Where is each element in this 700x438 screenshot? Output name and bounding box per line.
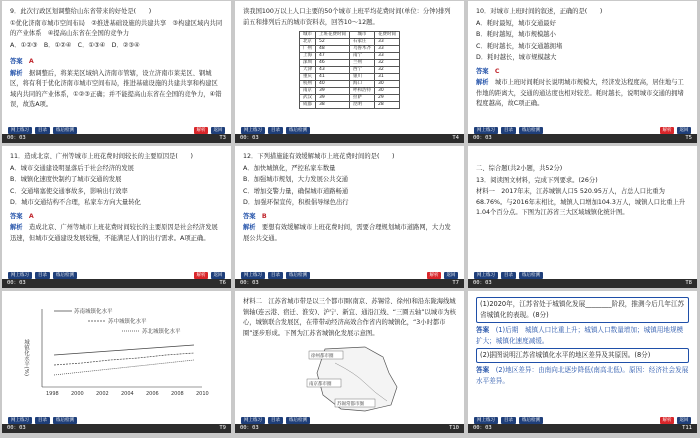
nav-button[interactable]: 网上练习 bbox=[474, 417, 498, 424]
material-text: 材料二 江苏省城市带是以三个都市圈(南京、苏锡常、徐州)和沿东陇海线城镇轴(连云港、宿迁、淮安)、沪宁、新宜、通沿江线、“三圈五轴”以城市为核心，城镇联合发展区，在带带动经济高效合作省内的城镇化，“3小时都市圈”逐步形成。下图为江苏省城镇化发展示意图。 bbox=[243, 298, 456, 337]
slide-page-label: T5 bbox=[685, 135, 692, 141]
x-tick-label: 1998 bbox=[46, 391, 59, 397]
slide-page-label: T3 bbox=[219, 135, 226, 141]
table-cell: 重庆 bbox=[300, 74, 316, 81]
x-tick-label: 2006 bbox=[146, 391, 159, 397]
explain-button[interactable]: 解析 bbox=[660, 127, 674, 134]
x-tick-label: 2004 bbox=[121, 391, 134, 397]
slide-page-label: T9 bbox=[219, 425, 226, 431]
nav-button[interactable]: 网上练习 bbox=[8, 417, 32, 424]
table-cell: 28 bbox=[375, 102, 400, 109]
option-text: B．耗时越短，城市规模越小 bbox=[476, 31, 556, 38]
table-cell: 天津 bbox=[300, 67, 316, 74]
slide-time: 00：03 bbox=[473, 280, 492, 286]
table-cell: 武汉 bbox=[300, 95, 316, 102]
answer-value: C bbox=[494, 67, 500, 75]
nav-button[interactable]: 网上练习 bbox=[241, 272, 265, 279]
return-button[interactable]: 返回 bbox=[211, 127, 225, 134]
x-tick-label: 2000 bbox=[71, 391, 84, 397]
table-row bbox=[300, 74, 400, 81]
table-cell: 西宁 bbox=[350, 67, 375, 74]
nav-button[interactable]: 目录 bbox=[501, 127, 516, 134]
table-row bbox=[300, 81, 400, 88]
table-row bbox=[300, 88, 400, 95]
x-tick-label: 2010 bbox=[196, 391, 209, 397]
legend-3 bbox=[122, 327, 181, 335]
table-cell: 杭州 bbox=[300, 81, 316, 88]
slide-thumbnail-8[interactable] bbox=[235, 291, 464, 433]
legend-2 bbox=[88, 317, 147, 325]
slide-footer bbox=[235, 126, 464, 134]
nav-button[interactable]: 目录 bbox=[268, 127, 283, 134]
option-text: B．加强城市规划，大力发展公共交通 bbox=[243, 176, 349, 183]
return-button[interactable]: 返回 bbox=[677, 417, 691, 424]
table-cell: 广州 bbox=[300, 46, 316, 53]
nav-button[interactable]: 练后检测 bbox=[286, 272, 310, 279]
x-tick-label: 2008 bbox=[171, 391, 184, 397]
slide-time: 00：03 bbox=[473, 135, 492, 141]
legend-label: 苏中城镇化水平 bbox=[108, 319, 147, 325]
answer-label: 答案 bbox=[243, 212, 256, 220]
option-text: A．①②③ B．①②④ C．①③④ D．②③④ bbox=[10, 41, 140, 49]
answer-label: 答案 bbox=[476, 326, 490, 334]
slide-page-label: T4 bbox=[452, 135, 459, 141]
table-cell: 深圳 bbox=[300, 60, 316, 67]
map-label: 南京都市圈 bbox=[309, 382, 332, 387]
explanation-label: 解析 bbox=[243, 224, 256, 231]
explain-button[interactable]: 解析 bbox=[427, 272, 441, 279]
slide-footer bbox=[2, 271, 231, 279]
slide-page-label: T6 bbox=[219, 280, 226, 286]
nav-button[interactable]: 练后检测 bbox=[519, 127, 543, 134]
nav-button[interactable]: 网上练习 bbox=[8, 272, 32, 279]
question-text: 11．造成北京、广州等城市上班花费时间较长的主要原因是( ) bbox=[10, 153, 193, 160]
nav-button[interactable]: 目录 bbox=[501, 417, 516, 424]
nav-button[interactable]: 目录 bbox=[35, 127, 50, 134]
material-text: 材料一 2017年末，江苏城镇人口5 520.95万人，占总人口比重为68.76%。与2016年末相比，城镇人口增加104.3万人，城镇人口比重上升1.04个百分点。下图为江苏省三大区域城镇化统计图。 bbox=[476, 188, 686, 216]
slide-thumbnail-5[interactable] bbox=[235, 146, 464, 288]
nav-button[interactable]: 练后检测 bbox=[53, 417, 77, 424]
explanation-text: 据调整后，将莱芜区域纳入济南市管辖，设立济南市莱芜区、钢城区，将有利于优化济南市城市空间布局，推进基础设施的共建共享和构建区域内共同的产业体系，①②③正确；并不能提高山东省在全国的竞争力，④错误，故选A项。 bbox=[10, 69, 222, 108]
slide-time: 00：03 bbox=[7, 135, 26, 141]
section-heading: 二、综合题(共2小题，共52分) bbox=[476, 165, 563, 172]
slide-footer bbox=[468, 126, 697, 134]
table-cell: 47 bbox=[316, 53, 350, 60]
explanation-label: 解析 bbox=[10, 69, 23, 77]
nav-button[interactable]: 练后检测 bbox=[53, 127, 77, 134]
explanation-label: 解析 bbox=[476, 79, 489, 86]
answer-text: (2)地区差异：由南向北逐步降低(南高北低)。原因：经济社会发展水平差异。 bbox=[476, 366, 689, 385]
nav-button[interactable]: 练后检测 bbox=[53, 272, 77, 279]
slide-thumbnail-2[interactable] bbox=[235, 1, 464, 143]
slide-status-bar bbox=[235, 279, 464, 288]
question-text: (1)2020年，江苏省处于城镇化发展________阶段，推测今后几年江苏省城镇化的表现。(8分) bbox=[480, 300, 685, 319]
slide-footer bbox=[2, 416, 231, 424]
map-label: 苏锡常都市圈 bbox=[337, 402, 364, 407]
slide-thumbnail-4[interactable] bbox=[2, 146, 231, 288]
option-text: ①优化济南市城市空间布局 ②推进基础设施的共建共享 ③构建区域内共同的产业体系 ④提高山东省在全国的竞争力 bbox=[10, 19, 223, 37]
table-row bbox=[300, 102, 400, 109]
table-cell: 46 bbox=[316, 60, 350, 67]
series-line bbox=[54, 345, 194, 355]
nav-button[interactable]: 网上练习 bbox=[474, 127, 498, 134]
slide-status-bar bbox=[2, 424, 231, 433]
nav-button[interactable]: 目录 bbox=[268, 417, 283, 424]
nav-button[interactable]: 目录 bbox=[35, 272, 50, 279]
slide-footer bbox=[2, 126, 231, 134]
table-cell: 海口 bbox=[350, 81, 375, 88]
legend-label: 苏北城镇化水平 bbox=[142, 329, 181, 335]
table-header: 城市 bbox=[350, 32, 375, 39]
table-cell: 40 bbox=[316, 81, 350, 88]
table-header: 上班花费时间 bbox=[316, 32, 350, 39]
explanation-text: 造成北京、广州等城市上班花费时间较长的主要原因是社会经济发展迅速，但城市交通建设发展较慢，不能满足人们的出行需求。A项正确。 bbox=[10, 224, 218, 242]
return-button[interactable]: 返回 bbox=[677, 127, 691, 134]
slide-footer bbox=[235, 416, 464, 424]
nav-button[interactable]: 网上练习 bbox=[241, 127, 265, 134]
question-text: 10．对城市上班时间的叙述，正确的是( ) bbox=[476, 8, 603, 15]
table-cell: 呼和浩特 bbox=[350, 88, 375, 95]
option-text: D．城市交通结构不合理，私家车方向大量转化 bbox=[10, 199, 141, 206]
legend-1 bbox=[54, 307, 113, 315]
answer-text: (1)后期 城镇人口比重上升；城镇人口数量增加；城镇用地规模扩大；城镇化速度减缓。 bbox=[476, 326, 684, 345]
slide-status-bar bbox=[2, 279, 231, 288]
option-text: D．加强环保宣传，积极倡导绿色出行 bbox=[243, 199, 349, 206]
nav-button[interactable]: 练后检测 bbox=[286, 417, 310, 424]
answer-label: 答案 bbox=[10, 212, 23, 220]
slide-status-bar bbox=[2, 134, 231, 143]
question-text: 13．阅读图文材料，完成下列要求。(26分) bbox=[476, 176, 598, 184]
urbanization-chart bbox=[12, 295, 212, 407]
nav-button[interactable]: 练后检测 bbox=[519, 272, 543, 279]
table-cell: 31 bbox=[375, 74, 400, 81]
question-text: (2)据图说明江苏省城镇化水平的地区差异及其原因。(8分) bbox=[480, 351, 651, 359]
table-cell: 39 bbox=[316, 88, 350, 95]
x-tick-label: 2002 bbox=[96, 391, 109, 397]
answer-value: A bbox=[28, 212, 34, 220]
jiangsu-map bbox=[305, 343, 405, 415]
table-cell: 38 bbox=[316, 102, 350, 109]
slide-page-label: T11 bbox=[682, 425, 692, 431]
table-cell: 30 bbox=[375, 88, 400, 95]
option-text: D．耗时越长，城市规模越大 bbox=[476, 54, 557, 61]
answer-value: A bbox=[28, 58, 34, 65]
slide-footer bbox=[468, 416, 697, 424]
explain-button[interactable]: 解析 bbox=[660, 417, 674, 424]
table-cell: 32 bbox=[375, 60, 400, 67]
nav-button[interactable]: 网上练习 bbox=[8, 127, 32, 134]
table-cell: 成都 bbox=[300, 102, 316, 109]
option-text: A．城市交通建设明显落后于社会经济的发展 bbox=[10, 164, 134, 172]
return-button[interactable]: 返回 bbox=[211, 272, 225, 279]
slide-status-bar bbox=[468, 279, 697, 288]
answer-label: 答案 bbox=[476, 67, 489, 75]
slide-thumbnail-7[interactable] bbox=[2, 291, 231, 433]
nav-button[interactable]: 网上练习 bbox=[241, 417, 265, 424]
answer-label: 答案 bbox=[10, 58, 23, 65]
nav-button[interactable]: 目录 bbox=[501, 272, 516, 279]
slide-thumbnail-9[interactable] bbox=[468, 291, 697, 433]
explanation-text: 城市上班时间耗时长说明城市规模大，经济发达程度高，居住地与工作地的距离大，交通的通达度也相对较差。耗时越长，说明城市交通的拥堵程度越高，故C项正确。 bbox=[476, 79, 684, 107]
table-cell: 52 bbox=[316, 39, 350, 46]
explanation-label: 解析 bbox=[10, 224, 23, 231]
map-label: 徐州都市圈 bbox=[311, 354, 334, 359]
table-cell: 48 bbox=[316, 46, 350, 53]
table-row bbox=[300, 95, 400, 102]
series-line bbox=[54, 353, 194, 365]
legend-label: 苏南城镇化水平 bbox=[74, 309, 113, 315]
nav-button[interactable]: 目录 bbox=[268, 272, 283, 279]
table-cell: 昆明 bbox=[350, 102, 375, 109]
nav-button[interactable]: 练后检测 bbox=[286, 127, 310, 134]
option-text: C．耗时越长，城市交通越拥堵 bbox=[476, 42, 563, 50]
table-cell: 33 bbox=[375, 46, 400, 53]
table-cell: 41 bbox=[316, 74, 350, 81]
table-header: 城市 bbox=[300, 32, 316, 39]
intro-text: 读我国100万以上人口主要的50个城市上班平均花费时间(单位：分钟)排列前五和排列后五的城市资料表，回答10～12题。 bbox=[243, 8, 451, 26]
table-cell: 33 bbox=[375, 53, 400, 60]
table-cell: 石家庄 bbox=[350, 39, 375, 46]
table-header: 花费时间 bbox=[375, 32, 400, 39]
slide-time: 00：03 bbox=[7, 425, 26, 431]
table-cell: 北京 bbox=[300, 39, 316, 46]
table-cell: 39 bbox=[316, 95, 350, 102]
table-cell: 33 bbox=[375, 39, 400, 46]
option-text: C．增加交警力量，确保城市道路畅通 bbox=[243, 187, 349, 195]
slide-thumbnail-3[interactable] bbox=[468, 1, 697, 143]
slide-page-label: T8 bbox=[685, 280, 692, 286]
table-cell: 南京 bbox=[300, 88, 316, 95]
slide-thumbnail-6[interactable] bbox=[468, 146, 697, 288]
table-cell: 43 bbox=[316, 67, 350, 74]
explanation-text: 要想有效缓解城市上班花费时间，需要合理规划城市道路网，大力发展公共交通。 bbox=[243, 224, 451, 242]
nav-button[interactable]: 练后检测 bbox=[519, 417, 543, 424]
slide-footer bbox=[235, 271, 464, 279]
series-line bbox=[54, 360, 194, 375]
table-row bbox=[300, 53, 400, 60]
explain-button[interactable]: 解析 bbox=[194, 127, 208, 134]
question-text: 9．此次行政区划调整给山东省带来的好处是( ) bbox=[10, 8, 152, 15]
option-text: A．耗时最短，城市交通最好 bbox=[476, 19, 556, 27]
slide-page-label: T7 bbox=[452, 280, 459, 286]
question-box bbox=[476, 297, 689, 323]
slide-footer bbox=[468, 271, 697, 279]
table-cell: 拉萨 bbox=[350, 95, 375, 102]
slide-page-label: T10 bbox=[449, 425, 459, 431]
table-cell: 南宁 bbox=[350, 53, 375, 60]
slide-status-bar bbox=[468, 424, 697, 433]
table-cell: 29 bbox=[375, 95, 400, 102]
slide-time: 00：03 bbox=[240, 425, 259, 431]
table-cell: 银川 bbox=[350, 74, 375, 81]
slide-status-bar bbox=[235, 134, 464, 143]
data-table bbox=[299, 31, 400, 109]
question-text: 12．下列措施能有效缓解城市上班花费时间的是( ) bbox=[243, 153, 395, 160]
table-cell: 兰州 bbox=[350, 60, 375, 67]
slide-time: 00：03 bbox=[240, 280, 259, 286]
slide-time: 00：03 bbox=[240, 135, 259, 141]
option-text: B．城镇化速度快制约了城市交通的发展 bbox=[10, 176, 122, 183]
answer-label: 答案 bbox=[476, 366, 490, 374]
table-cell: 乌鲁木齐 bbox=[350, 46, 375, 53]
answer-value: B bbox=[261, 212, 267, 220]
x-axis-ticks bbox=[46, 391, 209, 397]
table-cell: 32 bbox=[375, 67, 400, 74]
slide-thumbnail-1[interactable] bbox=[2, 1, 231, 143]
table-row bbox=[300, 39, 400, 46]
slide-status-bar bbox=[235, 424, 464, 433]
slide-time: 00：03 bbox=[473, 425, 492, 431]
table-row bbox=[300, 46, 400, 53]
nav-button[interactable]: 网上练习 bbox=[474, 272, 498, 279]
slide-time: 00：03 bbox=[7, 280, 26, 286]
table-row bbox=[300, 67, 400, 74]
table-cell: 30 bbox=[375, 81, 400, 88]
question-box bbox=[476, 348, 689, 363]
option-text: A．加快城镇化，严控私家车数量 bbox=[243, 164, 336, 172]
slide-status-bar bbox=[468, 134, 697, 143]
table-cell: 上海 bbox=[300, 53, 316, 60]
explain-button[interactable]: 解析 bbox=[194, 272, 208, 279]
table-row bbox=[300, 60, 400, 67]
y-axis-label: 城镇化水平(%) bbox=[23, 339, 29, 377]
nav-button[interactable]: 目录 bbox=[35, 417, 50, 424]
option-text: C．交通堵塞使交通事故多，影响出行效率 bbox=[10, 187, 128, 195]
return-button[interactable]: 返回 bbox=[444, 272, 458, 279]
